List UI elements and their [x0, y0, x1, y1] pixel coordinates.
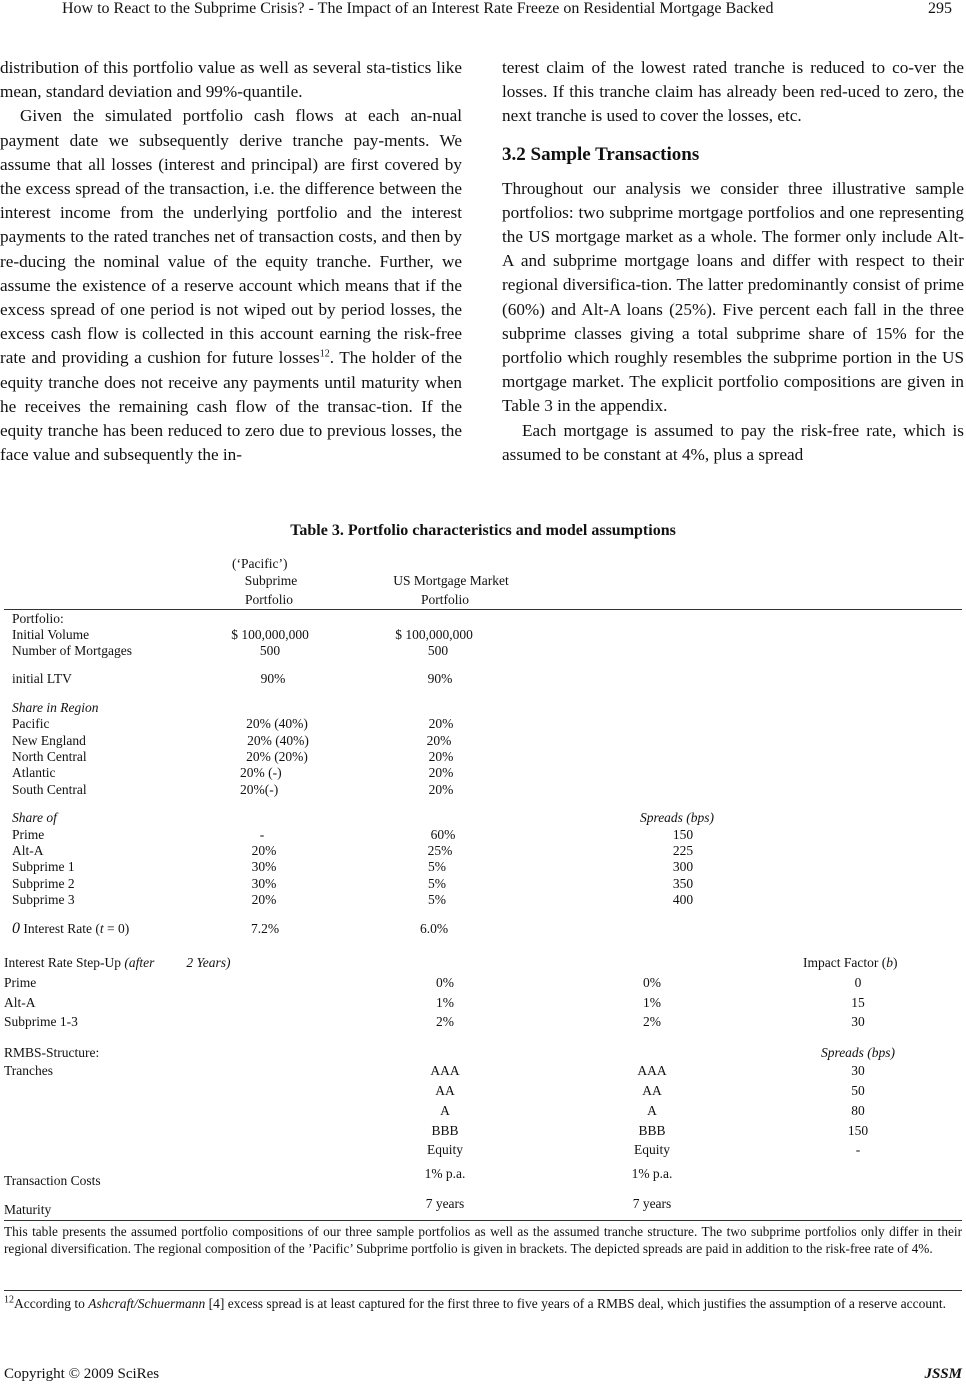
- cell: 225: [672, 843, 694, 858]
- row-label: initial LTV: [12, 671, 72, 686]
- col1-header-line: (‘Pacific’): [232, 556, 288, 571]
- right-column: [502, 56, 964, 467]
- cell: 0: [854, 975, 862, 990]
- cell: 1% p.a.: [424, 1166, 466, 1181]
- cell: 1% p.a.: [631, 1166, 673, 1181]
- running-title: How to React to the Subprime Crisis? - The Impact of an Interest Rate Freeze on Residential Mortgage Backed: [62, 0, 774, 17]
- cell: 20% (40%): [247, 733, 309, 748]
- cell: $ 100,000,000: [395, 627, 473, 642]
- row-label: Prime: [12, 827, 45, 842]
- cell: 150: [847, 1123, 869, 1138]
- citation: Ashcraft/Schuermann: [88, 1296, 206, 1311]
- cell: 0%: [643, 975, 661, 990]
- cell: 50: [851, 1083, 865, 1098]
- cell: 20%: [428, 716, 454, 731]
- cell: 60%: [430, 827, 456, 842]
- cell: 20%: [251, 892, 277, 907]
- cell: 30%: [251, 876, 277, 891]
- row-label: New England: [12, 733, 86, 748]
- cell: 25%: [427, 843, 453, 858]
- page-footer: [4, 1366, 962, 1383]
- footnote-ref[interactable]: 12: [319, 348, 330, 360]
- cell: 30: [851, 1063, 865, 1078]
- cell: 7.2%: [250, 921, 280, 936]
- copyright: Copyright © 2009 SciRes: [4, 1366, 160, 1382]
- section-label: Share in Region: [12, 700, 99, 715]
- row-label: Number of Mortgages: [12, 643, 132, 658]
- row-label: Subprime 1-3: [4, 1014, 78, 1029]
- cell: 90%: [427, 671, 453, 686]
- running-header: [0, 0, 966, 28]
- paragraph: distribution of this portfolio value as well as several sta-tistics like mean, standard deviation and 99%-quantile.: [0, 58, 462, 102]
- cell: BBB: [638, 1123, 666, 1138]
- cell: 20%(-): [240, 782, 279, 797]
- section-label: Share of: [12, 810, 57, 825]
- cell: 2%: [436, 1014, 454, 1029]
- table-caption: Table 3. Portfolio characteristics and model assumptions: [290, 522, 676, 539]
- footnote-rule: [4, 1290, 962, 1291]
- cell: -: [855, 1142, 861, 1157]
- cell: 300: [672, 859, 694, 874]
- cell: 30%: [251, 859, 277, 874]
- cell: $ 100,000,000: [231, 627, 309, 642]
- col1-header-line: Subprime: [244, 573, 298, 588]
- cell: 20%: [251, 843, 277, 858]
- section-label: Spreads (bps): [820, 1045, 896, 1060]
- row-label: Pacific: [12, 716, 50, 731]
- cell: 5%: [428, 859, 446, 874]
- cell: AAA: [430, 1063, 460, 1078]
- cell: 350: [672, 876, 694, 891]
- cell: AA: [642, 1083, 662, 1098]
- cell: AA: [435, 1083, 455, 1098]
- row-label: Alt-A: [12, 843, 44, 858]
- row-label: Initial Volume: [12, 627, 90, 642]
- cell: BBB: [431, 1123, 459, 1138]
- cell: 20%: [428, 749, 454, 764]
- cell: A: [647, 1103, 657, 1118]
- section-label: Spreads (bps): [639, 810, 715, 825]
- footnote: $^{12}$According to Ashcraft/Schuermann [4] excess spread is at least captured for the first three to five years of a RMBS deal, which justifies the assumption of a reserve account.: [4, 1294, 946, 1311]
- cell: 1%: [643, 995, 661, 1010]
- cell: 5%: [428, 876, 446, 891]
- cell: 1%: [436, 995, 454, 1010]
- cell: 20% (20%): [246, 749, 308, 764]
- table-rule: [4, 1220, 962, 1221]
- row-label: 0 Interest Rate (t = 0): [12, 920, 130, 937]
- row-label: Subprime 2: [12, 876, 75, 891]
- cell: 20% (40%): [246, 716, 308, 731]
- row-label: North Central: [12, 749, 87, 764]
- col1-header-line: Portfolio: [244, 592, 294, 607]
- row-label: Alt-A: [4, 995, 36, 1010]
- table-note: This table presents the assumed portfolio compositions of our three sample portfolios as well as the assumed tranche structure. The two subprime portfolios only differ in their regional diversification. The regional composition of the ’Pacific’ Subprime portfolio is given in brackets. The depicted spreads are paid in addition to the risk-free rate of 4%.: [4, 1224, 962, 1256]
- cell: 20%: [428, 782, 454, 797]
- cell: 15: [851, 995, 865, 1010]
- footnote-number: 12: [4, 1294, 14, 1306]
- row-label: South Central: [12, 782, 87, 797]
- cell: 20%: [428, 765, 454, 780]
- cell: AAA: [637, 1063, 667, 1078]
- cell: 500: [259, 643, 281, 658]
- col2-header-line: Portfolio: [420, 592, 470, 607]
- journal-name: JSSM: [924, 1366, 962, 1382]
- page-number: 295: [928, 0, 952, 17]
- cell: 20% (-): [240, 765, 282, 780]
- cell: -: [259, 827, 265, 842]
- row-label: Transaction Costs: [4, 1173, 101, 1188]
- table-rule: [4, 609, 962, 610]
- cell: 5%: [428, 892, 446, 907]
- row-label: Atlantic: [12, 765, 56, 780]
- col2-header-line: US Mortgage Market: [393, 573, 509, 588]
- cell: 90%: [260, 671, 286, 686]
- cell: 6.0%: [419, 921, 449, 936]
- paragraph: Each mortgage is assumed to pay the risk-free rate, which is assumed to be constant at 4%, plus a spread: [502, 420, 964, 464]
- cell: 2%: [643, 1014, 661, 1029]
- cell: Equity: [427, 1142, 463, 1157]
- section-label: Impact Factor (b): [803, 955, 898, 970]
- cell: 0%: [436, 975, 454, 990]
- cell: 30: [851, 1014, 865, 1029]
- cell: A: [440, 1103, 450, 1118]
- cell: 150: [672, 827, 694, 842]
- cell: Equity: [634, 1142, 670, 1157]
- cell: 500: [427, 643, 449, 658]
- cell: 7 years: [632, 1196, 672, 1211]
- section-label: Interest Rate Step-Up (after 2 Years): [4, 955, 231, 970]
- section-label: RMBS-Structure:: [4, 1045, 100, 1060]
- paragraph: Throughout our analysis we consider three illustrative sample portfolios: two subprime mortgage portfolios and one representing the US mortgage market as a whole. The former only include Alt-A and subprime mortgage loans and differ with respect to their regional diversifica-tion. The latter predominantly consist of prime (60%) and Alt-A loans (25%). Five percent each fall in the three subprime classes giving a total subprime share of 15% for the portfolio which roughly resembles the subprime portion in the US mortgage market. The explicit portfolio compositions are given in Table 3 in the appendix.: [502, 178, 964, 416]
- cell: 400: [672, 892, 694, 907]
- cell: 80: [851, 1103, 865, 1118]
- section-heading: 3.2 Sample Transactions: [502, 143, 700, 165]
- row-label: Subprime 3: [12, 892, 75, 907]
- row-label: Subprime 1: [12, 859, 75, 874]
- row-label: Prime: [4, 975, 37, 990]
- cell: 20%: [426, 733, 452, 748]
- row-label: Portfolio:: [12, 611, 64, 626]
- row-label: Tranches: [4, 1063, 53, 1078]
- left-column: [0, 56, 462, 467]
- paragraph: terest claim of the lowest rated tranche is reduced to co-ver the losses. If this tranche claim has already been red-uced to zero, the next tranche is used to cover the losses, etc.: [502, 58, 964, 126]
- paragraph: Given the simulated portfolio cash flows at each an-nual payment date we subsequently derive tranche pay-ments. We assume that all losses (interest and principal) are first covered by the excess spread of the transaction, i.e. the difference between the interest income from the underlying portfolio and the interest payments to the rated tranches net of transaction costs, and then by re-ducing the nominal value of the equity tranche. Further, we assume the existence of a reserve account which means that if the excess spread of one period is not wiped out by period losses, the excess cash flow is collected in this account earning the risk-free rate and providing a cushion for future losses$^{12}$. The holder of the equity tranche does not receive any payments until maturity when he receives the remaining cash flow of the transac-tion. If the equity tranche has been reduced to zero due to previous losses, the face value and subsequently the in-: [0, 106, 462, 465]
- cell: 7 years: [425, 1196, 465, 1211]
- row-label: Maturity: [4, 1202, 52, 1217]
